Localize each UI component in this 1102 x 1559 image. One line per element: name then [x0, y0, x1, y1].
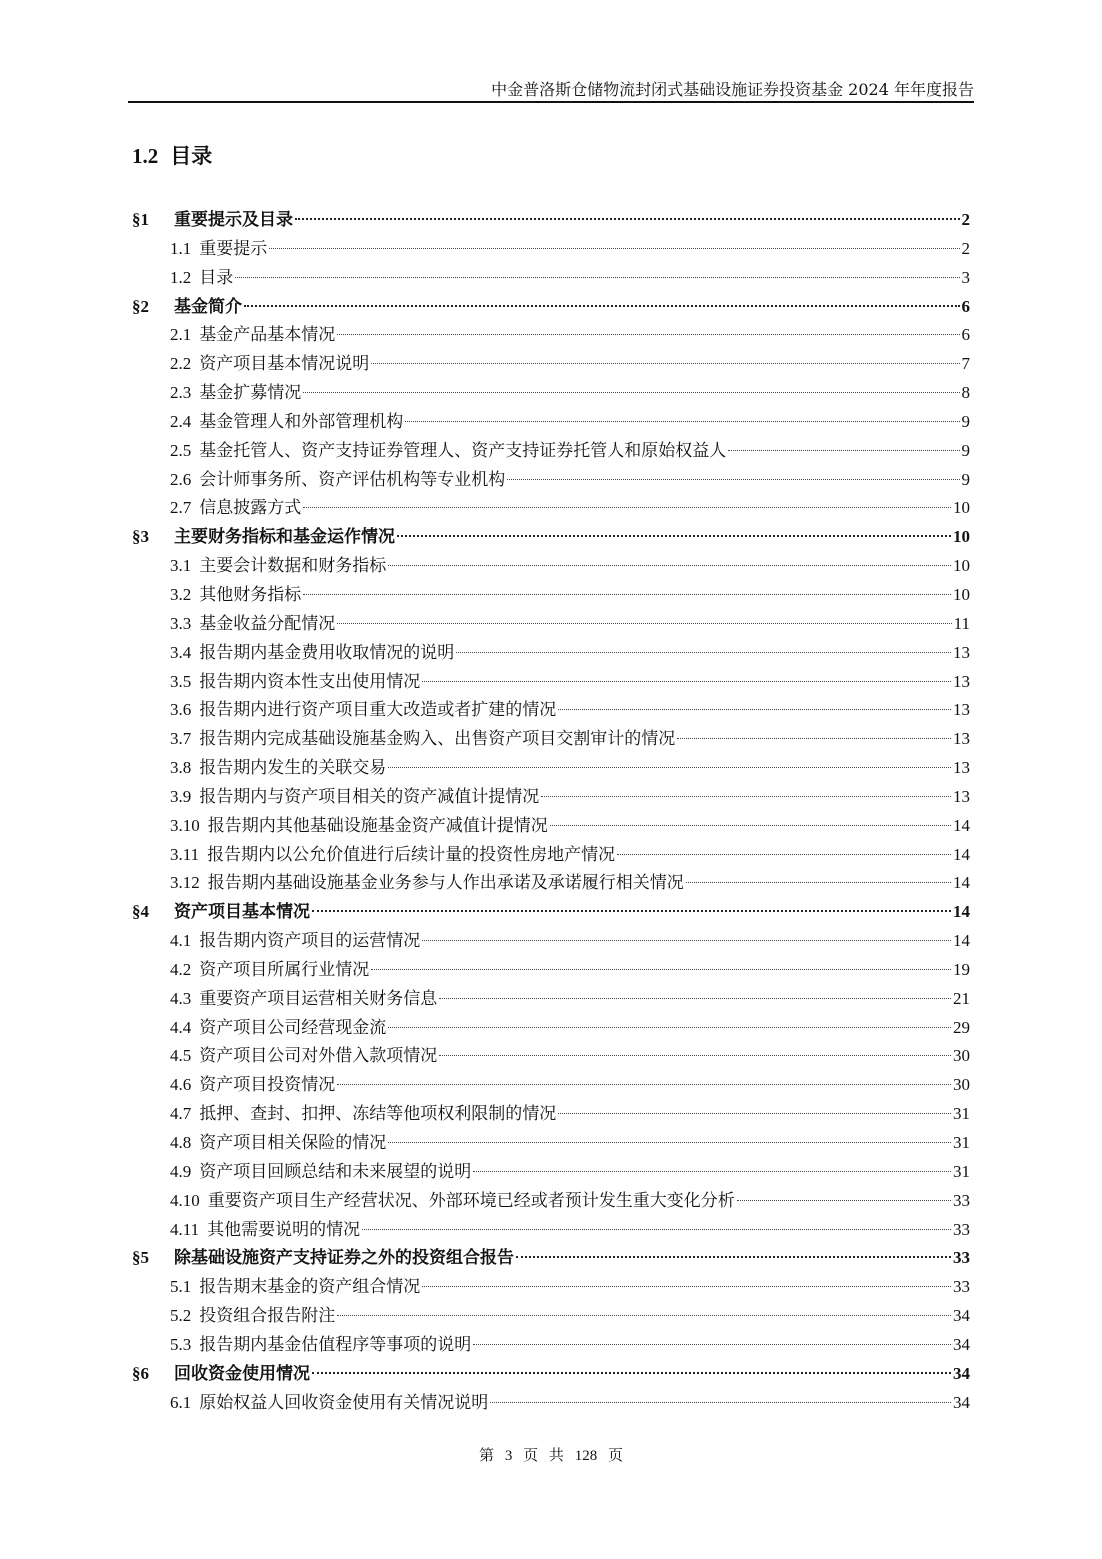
toc-entry-page: 14 [953, 931, 970, 951]
toc-entry-page: 14 [953, 815, 970, 835]
toc-entry-label: 重要提示 [199, 238, 268, 259]
toc-dot-leader [422, 681, 951, 682]
toc-entry-number: §4 [132, 902, 149, 922]
toc-section-entry[interactable] [128, 552, 974, 581]
toc-dot-leader [617, 854, 951, 855]
toc-entry-number: 4.1 [170, 931, 192, 951]
toc-entry-label: 资产项目投资情况 [199, 1075, 336, 1096]
toc-entry-page: 34 [953, 1334, 970, 1354]
toc-entry-page: 14 [953, 902, 970, 922]
toc-dot-leader [303, 507, 951, 508]
toc-section-entry[interactable] [128, 1331, 974, 1360]
toc-entry-page: 30 [953, 1046, 970, 1066]
toc-entry-page: 33 [953, 1277, 970, 1297]
toc-dot-leader [473, 1171, 951, 1172]
toc-entry-number: 3.1 [170, 556, 192, 576]
toc-entry-page: 29 [953, 1017, 970, 1037]
page-footer [0, 1444, 1102, 1467]
toc-entry-label: 基金管理人和外部管理机构 [199, 411, 404, 432]
toc-entry-number: 3.6 [170, 700, 192, 720]
toc-dot-leader [235, 277, 959, 278]
toc-dot-leader [337, 1084, 951, 1085]
toc-entry-label: 会计师事务所、资产评估机构等专业机构 [199, 469, 506, 490]
toc-entry-number: §1 [132, 210, 149, 229]
toc-entry-number: 4.3 [170, 988, 192, 1008]
toc-entry-number: 2.4 [170, 411, 192, 431]
toc-entry-number: §3 [132, 527, 149, 547]
toc-entry-label: 报告期内完成基础设施基金购入、出售资产项目交割审计的情况 [199, 729, 676, 750]
toc-dot-leader [728, 450, 959, 451]
toc-section-entry[interactable] [128, 235, 974, 264]
toc-dot-leader [558, 1113, 951, 1114]
toc-dot-leader [473, 1344, 951, 1345]
toc-chapter-entry[interactable] [128, 206, 974, 235]
toc-dot-leader [507, 479, 959, 480]
toc-section-entry[interactable] [128, 956, 974, 985]
toc-section-entry[interactable] [128, 1129, 974, 1158]
toc-section-entry[interactable] [128, 1042, 974, 1071]
footer-total-pages: 128 [574, 1448, 598, 1464]
toc-dot-leader [371, 363, 959, 364]
toc-entry-number: 1.1 [170, 238, 192, 258]
toc-entry-page: 34 [953, 1392, 970, 1412]
toc-section-entry[interactable] [128, 610, 974, 639]
toc-dot-leader [362, 1229, 951, 1230]
toc-dot-leader [397, 535, 951, 537]
toc-section-entry[interactable] [128, 725, 974, 754]
toc-section-entry[interactable] [128, 379, 974, 408]
toc-section-entry[interactable] [128, 437, 974, 466]
toc-dot-leader [371, 969, 951, 970]
toc-section-entry[interactable] [128, 668, 974, 697]
toc-entry-number: 3.4 [170, 642, 192, 662]
toc-entry-number: 2.3 [170, 383, 192, 403]
header-rule [128, 101, 974, 103]
toc-entry-label: 资产项目基本情况 [174, 902, 310, 923]
table-of-contents [128, 206, 974, 1417]
toc-dot-leader [312, 910, 951, 912]
toc-section-entry[interactable] [128, 783, 974, 812]
toc-entry-label: 主要会计数据和财务指标 [199, 556, 387, 577]
toc-entry-label: 资产项目所属行业情况 [199, 959, 370, 980]
toc-section-entry[interactable] [128, 1014, 974, 1043]
toc-entry-page: 19 [953, 959, 970, 979]
toc-section-entry[interactable] [128, 264, 974, 293]
toc-entry-page: 13 [953, 786, 970, 806]
toc-entry-page: 14 [953, 844, 970, 864]
toc-chapter-entry[interactable] [128, 1360, 974, 1389]
toc-section-entry[interactable] [128, 494, 974, 523]
toc-section-entry[interactable] [128, 408, 974, 437]
toc-entry-page: 10 [953, 584, 970, 604]
toc-entry-label: 基金扩募情况 [199, 383, 302, 404]
toc-entry-label: 报告期内基金估值程序等事项的说明 [199, 1334, 472, 1355]
toc-section-entry[interactable] [128, 869, 974, 898]
footer-suffix: 页 [607, 1446, 623, 1464]
section-title-text: 目录 [170, 143, 213, 168]
toc-section-entry[interactable] [128, 1100, 974, 1129]
toc-section-entry[interactable] [128, 1187, 974, 1216]
toc-entry-number: 4.11 [170, 1219, 200, 1239]
toc-section-entry[interactable] [128, 812, 974, 841]
toc-section-entry[interactable] [128, 754, 974, 783]
toc-section-entry[interactable] [128, 466, 974, 495]
toc-entry-number: 3.7 [170, 729, 192, 749]
toc-entry-number: 5.2 [170, 1306, 192, 1326]
toc-entry-label: 回收资金使用情况 [174, 1363, 310, 1384]
page-header: 中金普洛斯仓储物流封闭式基础设施证券投资基金 2024 年年度报告 [491, 80, 974, 99]
toc-dot-leader [244, 305, 960, 307]
toc-entry-page: 31 [953, 1133, 970, 1152]
toc-entry-page: 33 [953, 1248, 970, 1268]
toc-dot-leader [303, 594, 951, 595]
toc-entry-number: 3.2 [170, 584, 192, 604]
toc-dot-leader [388, 767, 951, 768]
footer-current-page: 3 [504, 1448, 513, 1464]
toc-entry-label: 资产项目公司对外借入款项情况 [199, 1046, 438, 1067]
toc-entry-number: §2 [132, 296, 149, 316]
toc-entry-number: 4.10 [170, 1190, 200, 1210]
toc-section-entry[interactable] [128, 321, 974, 350]
toc-dot-leader [337, 623, 951, 624]
toc-entry-page: 10 [953, 527, 970, 547]
toc-entry-page: 9 [961, 440, 970, 460]
toc-entry-page: 13 [953, 671, 970, 691]
toc-entry-page: 33 [953, 1190, 970, 1210]
toc-entry-label: 资产项目公司经营现金流 [199, 1017, 387, 1038]
toc-chapter-entry[interactable] [128, 293, 974, 322]
toc-dot-leader [686, 882, 951, 883]
toc-section-entry[interactable] [128, 696, 974, 725]
toc-entry-label: 报告期内与资产项目相关的资产减值计提情况 [199, 786, 540, 807]
toc-entry-number: 4.5 [170, 1046, 192, 1066]
toc-entry-number: 5.1 [170, 1277, 192, 1297]
toc-entry-number: 3.11 [170, 844, 200, 864]
toc-entry-number: 2.7 [170, 498, 192, 518]
toc-entry-page: 2 [961, 238, 970, 258]
toc-entry-number: 1.2 [170, 267, 192, 287]
toc-dot-leader [439, 1055, 951, 1056]
toc-section-entry[interactable] [128, 1071, 974, 1100]
toc-entry-label: 投资组合报告附注 [199, 1306, 336, 1327]
toc-section-entry[interactable] [128, 581, 974, 610]
toc-entry-number: 3.12 [170, 873, 200, 893]
toc-dot-leader [490, 1402, 951, 1403]
footer-total-word: 共 [548, 1446, 564, 1464]
toc-entry-page: 13 [953, 729, 970, 749]
toc-dot-leader [422, 940, 951, 941]
toc-entry-page: 7 [961, 354, 970, 374]
toc-entry-number: 5.3 [170, 1334, 192, 1354]
toc-entry-page: 33 [953, 1219, 970, 1239]
toc-section-entry[interactable] [128, 1216, 974, 1245]
toc-entry-label: 目录 [199, 267, 234, 288]
toc-entry-label: 其他财务指标 [199, 584, 302, 605]
toc-entry-label: 原始权益人回收资金使用有关情况说明 [199, 1392, 489, 1413]
toc-entry-label: 报告期内其他基础设施基金资产减值计提情况 [207, 815, 548, 836]
toc-entry-page: 10 [953, 556, 970, 576]
toc-dot-leader [737, 1200, 951, 1201]
page-title [132, 141, 212, 171]
toc-entry-label: 基金简介 [174, 296, 242, 317]
toc-dot-leader [677, 738, 951, 739]
toc-dot-leader [337, 1315, 951, 1316]
toc-dot-leader [388, 565, 951, 566]
toc-entry-label: 资产项目基本情况说明 [199, 354, 370, 375]
toc-entry-page: 21 [953, 988, 970, 1008]
toc-entry-page: 9 [961, 469, 970, 489]
toc-entry-label: 报告期内进行资产项目重大改造或者扩建的情况 [199, 700, 557, 721]
toc-entry-label: 报告期内基金费用收取情况的说明 [199, 642, 455, 663]
toc-entry-page: 11 [953, 613, 970, 633]
toc-dot-leader [269, 248, 959, 249]
toc-entry-page: 2 [961, 210, 970, 229]
toc-dot-leader [541, 796, 951, 797]
toc-entry-page: 13 [953, 700, 970, 720]
toc-entry-number: 3.10 [170, 815, 200, 835]
footer-prefix: 第 [479, 1446, 495, 1464]
toc-entry-page: 30 [953, 1075, 970, 1095]
toc-entry-label: 抵押、查封、扣押、冻结等他项权利限制的情况 [199, 1104, 557, 1125]
toc-dot-leader [550, 825, 951, 826]
toc-entry-label: 报告期末基金的资产组合情况 [199, 1277, 421, 1298]
toc-section-entry[interactable] [128, 985, 974, 1014]
toc-entry-label: 重要资产项目生产经营状况、外部环境已经或者预计发生重大变化分析 [207, 1190, 735, 1211]
toc-dot-leader [439, 998, 951, 999]
toc-dot-leader [388, 1027, 951, 1028]
toc-entry-label: 基金产品基本情况 [199, 325, 336, 346]
toc-chapter-entry[interactable] [128, 523, 974, 552]
toc-entry-number: 2.5 [170, 440, 192, 460]
toc-section-entry[interactable] [128, 1158, 974, 1187]
toc-dot-leader [303, 392, 959, 393]
toc-entry-page: 3 [961, 267, 970, 287]
toc-entry-label: 重要资产项目运营相关财务信息 [199, 988, 438, 1009]
toc-entry-label: 资产项目回顾总结和未来展望的说明 [199, 1161, 472, 1182]
toc-chapter-entry[interactable] [128, 1244, 974, 1273]
toc-section-entry[interactable] [128, 1302, 974, 1331]
toc-entry-page: 6 [961, 296, 970, 316]
toc-dot-leader [516, 1256, 951, 1258]
toc-section-entry[interactable] [128, 841, 974, 870]
toc-entry-number: 4.7 [170, 1104, 192, 1124]
footer-page-word: 页 [523, 1446, 539, 1464]
toc-entry-page: 34 [953, 1306, 970, 1326]
toc-entry-label: 基金收益分配情况 [199, 613, 336, 634]
toc-section-entry[interactable] [128, 350, 974, 379]
toc-entry-page: 8 [961, 383, 970, 403]
toc-entry-number: 4.2 [170, 959, 192, 979]
toc-entry-label: 重要提示及目录 [174, 210, 293, 230]
toc-section-entry[interactable] [128, 1273, 974, 1302]
toc-entry-page: 9 [961, 411, 970, 431]
toc-entry-number: 4.4 [170, 1017, 192, 1037]
toc-entry-number: 4.8 [170, 1133, 192, 1152]
toc-dot-leader [422, 1286, 951, 1287]
toc-entry-number: 2.6 [170, 469, 192, 489]
toc-entry-number: §6 [132, 1363, 149, 1383]
toc-entry-page: 14 [953, 873, 970, 893]
toc-section-entry[interactable] [128, 927, 974, 956]
toc-entry-label: 报告期内发生的关联交易 [199, 758, 387, 779]
toc-entry-label: 报告期内以公允价值进行后续计量的投资性房地产情况 [207, 844, 616, 865]
toc-dot-leader [405, 421, 959, 422]
toc-entry-number: 3.8 [170, 758, 192, 778]
toc-entry-page: 31 [953, 1104, 970, 1124]
toc-entry-label: 主要财务指标和基金运作情况 [174, 527, 395, 548]
toc-entry-label: 除基础设施资产支持证券之外的投资组合报告 [174, 1248, 514, 1269]
toc-entry-number: §5 [132, 1248, 149, 1268]
toc-entry-label: 报告期内基础设施基金业务参与人作出承诺及承诺履行相关情况 [207, 873, 684, 894]
toc-entry-number: 4.9 [170, 1161, 192, 1181]
toc-dot-leader [295, 218, 960, 220]
toc-entry-page: 6 [961, 325, 970, 345]
toc-entry-number: 3.9 [170, 786, 192, 806]
toc-dot-leader [388, 1142, 951, 1143]
toc-dot-leader [337, 334, 959, 335]
toc-entry-label: 报告期内资本性支出使用情况 [199, 671, 421, 692]
toc-entry-label: 信息披露方式 [199, 498, 302, 519]
toc-entry-number: 3.5 [170, 671, 192, 691]
toc-entry-label: 其他需要说明的情况 [207, 1219, 361, 1240]
toc-entry-page: 13 [953, 758, 970, 778]
toc-dot-leader [456, 652, 951, 653]
toc-entry-page: 10 [953, 498, 970, 518]
toc-entry-page: 34 [953, 1363, 970, 1383]
toc-entry-number: 2.2 [170, 354, 192, 374]
toc-entry-label: 基金托管人、资产支持证券管理人、资产支持证券托管人和原始权益人 [199, 440, 727, 461]
toc-entry-number: 4.6 [170, 1075, 192, 1095]
toc-section-entry[interactable] [128, 1389, 974, 1418]
toc-entry-number: 2.1 [170, 325, 192, 345]
toc-section-entry[interactable] [128, 639, 974, 668]
toc-entry-page: 31 [953, 1161, 970, 1181]
toc-entry-label: 资产项目相关保险的情况 [199, 1133, 387, 1153]
toc-entry-label: 报告期内资产项目的运营情况 [199, 931, 421, 952]
section-number: 1.2 [132, 144, 159, 168]
toc-entry-number: 6.1 [170, 1392, 192, 1412]
toc-chapter-entry[interactable] [128, 898, 974, 927]
toc-dot-leader [558, 709, 951, 710]
toc-entry-page: 13 [953, 642, 970, 662]
toc-dot-leader [312, 1372, 951, 1374]
toc-entry-number: 3.3 [170, 613, 192, 633]
